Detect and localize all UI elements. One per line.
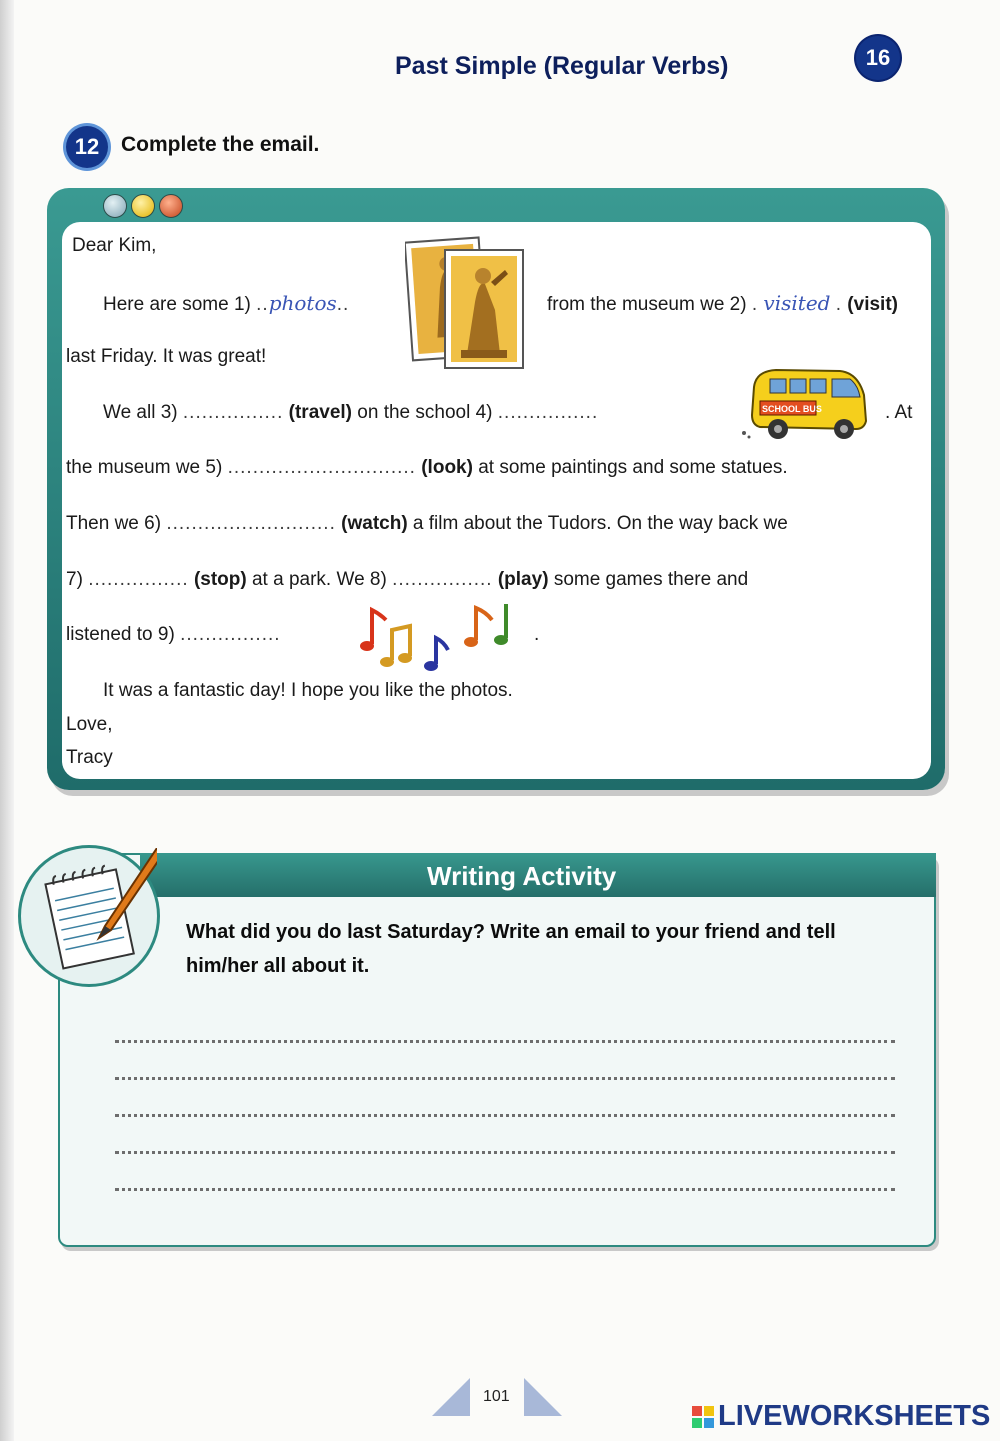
brand-logo <box>692 1400 990 1433</box>
writing-line[interactable] <box>115 1040 895 1043</box>
window-dot-yellow-icon <box>131 194 155 218</box>
email-line-3: We all 3) ................ (travel) on the school 4) ................ <box>103 402 599 423</box>
book-spine-shadow <box>0 0 14 1441</box>
notepad-pencil-icon <box>21 848 157 984</box>
writing-line[interactable] <box>115 1114 895 1117</box>
page-number: 101 <box>483 1388 510 1405</box>
writing-activity-title: Writing Activity <box>427 861 617 891</box>
email-line-6: 7) ................ (stop) at a park. We 8) ................ (play) some games there and <box>66 569 749 590</box>
window-controls <box>103 194 183 218</box>
blank-5-input[interactable]: .............................. <box>227 457 416 478</box>
unit-number-badge: 16 <box>856 36 900 80</box>
bus-label: SCHOOL BUS <box>762 404 822 414</box>
email-signature: Tracy <box>66 747 113 768</box>
exercise-number-badge: 12 <box>66 126 108 168</box>
email-closing: Love, <box>66 714 113 735</box>
email-greeting: Dear Kim, <box>72 235 157 256</box>
writing-activity-prompt: What did you do last Saturday? Write an email to your friend and tell him/her all about it. <box>186 921 836 977</box>
notepad-badge <box>18 845 160 987</box>
email-line-2: last Friday. It was great! <box>66 346 267 367</box>
email-line-4: the museum we 5) .............................. (look) at some paintings and some statues. <box>66 457 788 478</box>
page-corner-left-icon <box>432 1378 470 1416</box>
blank-1-dots: .. <box>256 294 269 315</box>
blank-6-input[interactable]: ........................... <box>166 513 336 534</box>
answer-2-input[interactable]: visited <box>763 291 831 315</box>
email-line-7b: . <box>534 624 540 645</box>
email-line-5: Then we 6) ........................... (watch) a film about the Tudors. On the way back we <box>66 513 788 534</box>
email-line-3b: . At <box>885 402 913 423</box>
liveworksheets-logo-icon <box>692 1406 714 1428</box>
exercise-instruction: Complete the email. <box>121 133 320 156</box>
page-title: Past Simple (Regular Verbs) <box>395 52 729 80</box>
email-line-1b: from the museum we 2) . visited . (visit) <box>547 291 898 315</box>
email-window <box>47 188 945 790</box>
answer-1-input[interactable]: photos <box>268 291 337 315</box>
blank-3-input[interactable]: ................ <box>182 402 284 423</box>
email-line-7: listened to 9) ................ <box>66 624 281 645</box>
school-bus-icon <box>740 365 870 445</box>
email-line-8: It was a fantastic day! I hope you like the photos. <box>103 680 513 701</box>
writing-line[interactable] <box>115 1151 895 1154</box>
writing-line[interactable] <box>115 1188 895 1191</box>
window-dot-red-icon <box>159 194 183 218</box>
writing-activity-header <box>140 853 936 897</box>
email-line-1: Here are some 1) ..photos.. <box>103 291 350 315</box>
email-body <box>62 222 931 779</box>
blank-4-input[interactable]: ................ <box>497 402 599 423</box>
music-notes-icon <box>358 600 528 674</box>
writing-activity-card <box>58 853 936 1247</box>
brand-text: LIVEWORKSHEETS <box>718 1400 991 1432</box>
page-corner-right-icon <box>524 1378 562 1416</box>
blank-8-input[interactable]: ................ <box>392 569 493 590</box>
photos-icon <box>405 232 530 372</box>
blank-9-input[interactable]: ................ <box>180 624 281 645</box>
window-dot-grey-icon <box>103 194 127 218</box>
writing-line[interactable] <box>115 1077 895 1080</box>
blank-7-input[interactable]: ................ <box>88 569 189 590</box>
